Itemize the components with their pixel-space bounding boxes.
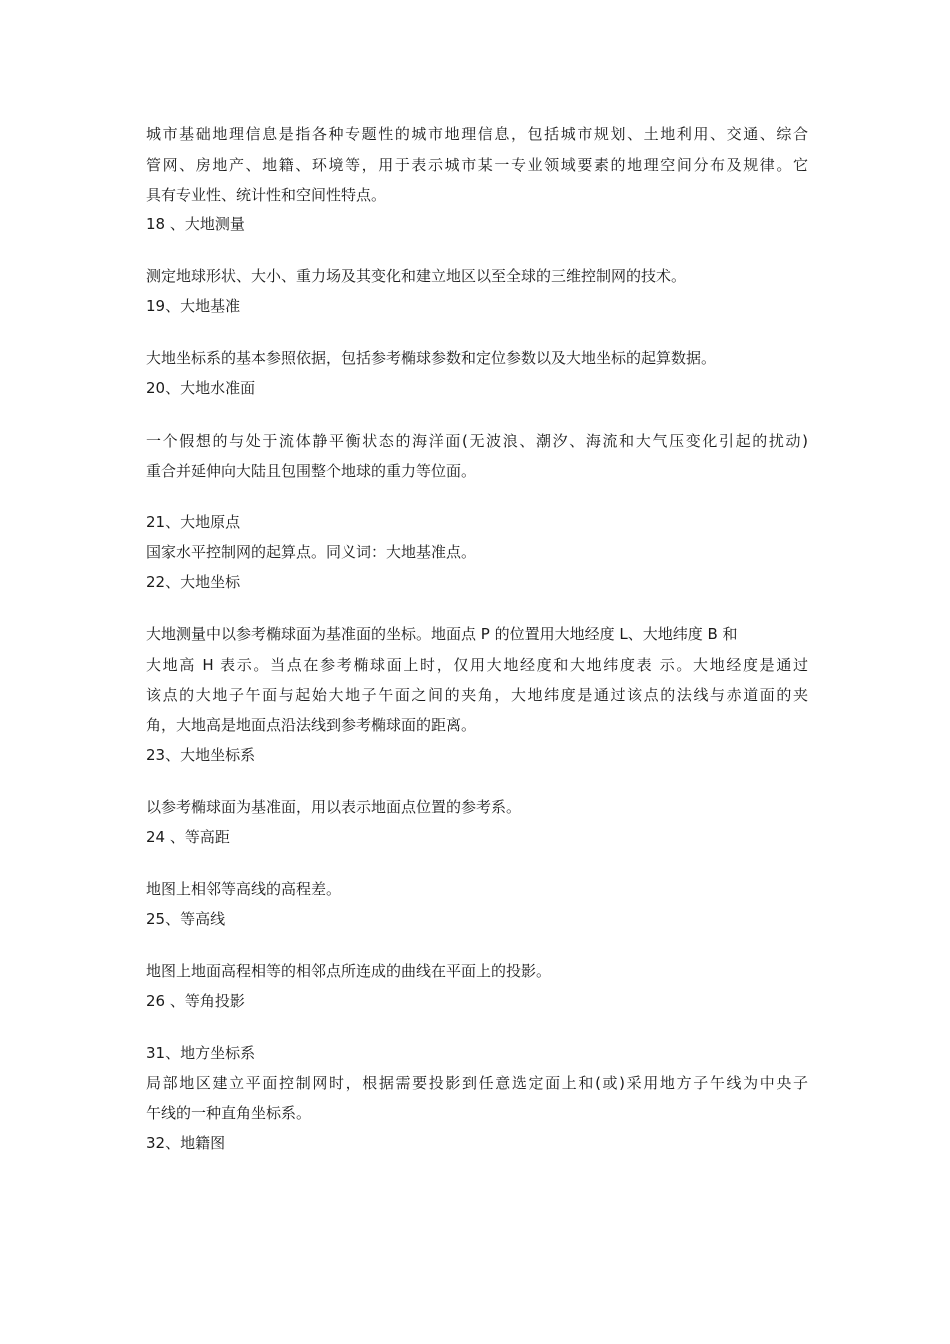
paragraph-line: 该点的大地子午面与起始大地子午面之间的夹角，大地纬度是通过该点的法线与赤道面的夹 [146, 686, 808, 704]
term-heading: 32、地籍图 [146, 1134, 226, 1152]
paragraph-line: 午线的一种直角坐标系。 [146, 1104, 312, 1122]
paragraph-line: 大地坐标系的基本参照依据，包括参考椭球参数和定位参数以及大地坐标的起算数据。 [146, 349, 717, 367]
paragraph-line: 国家水平控制网的起算点。同义词：大地基准点。 [146, 543, 477, 561]
term-heading: 21、大地原点 [146, 513, 241, 531]
term-heading: 19、大地基准 [146, 297, 241, 315]
paragraph-line: 大地测量中以参考椭球面为基准面的坐标。地面点 P 的位置用大地经度 L、大地纬度 B 和 [146, 625, 738, 643]
paragraph-line: 以参考椭球面为基准面，用以表示地面点位置的参考系。 [146, 798, 522, 816]
term-heading: 22、大地坐标 [146, 573, 241, 591]
paragraph-line: 局部地区建立平面控制网时，根据需要投影到任意选定面上和(或)采用地方子午线为中央子 [146, 1074, 808, 1092]
term-heading: 18 、大地测量 [146, 215, 245, 233]
paragraph-line: 大地高 H 表示。当点在参考椭球面上时，仅用大地经度和大地纬度表 示。大地经度是通过 [146, 656, 808, 674]
paragraph-line: 一个假想的与处于流体静平衡状态的海洋面(无波浪、潮汐、海流和大气压变化引起的扰动) [146, 432, 808, 450]
term-heading: 25、等高线 [146, 910, 226, 928]
paragraph-line: 角，大地高是地面点沿法线到参考椭球面的距离。 [146, 716, 477, 734]
paragraph-line: 管网、房地产、地籍、环境等，用于表示城市某一专业领域要素的地理空间分布及规律。它 [146, 156, 808, 174]
paragraph-line: 城市基础地理信息是指各种专题性的城市地理信息，包括城市规划、土地利用、交通、综合 [146, 125, 808, 143]
term-heading: 24 、等高距 [146, 828, 230, 846]
paragraph-line: 地图上相邻等高线的高程差。 [146, 880, 342, 898]
term-heading: 31、地方坐标系 [146, 1044, 256, 1062]
term-heading: 20、大地水准面 [146, 379, 256, 397]
paragraph-line: 地图上地面高程相等的相邻点所连成的曲线在平面上的投影。 [146, 962, 552, 980]
term-heading: 23、大地坐标系 [146, 746, 256, 764]
paragraph-line: 具有专业性、统计性和空间性特点。 [146, 186, 387, 204]
term-heading: 26 、等角投影 [146, 992, 245, 1010]
paragraph-line: 重合并延伸向大陆且包围整个地球的重力等位面。 [146, 462, 477, 480]
paragraph-line: 测定地球形状、大小、重力场及其变化和建立地区以至全球的三维控制网的技术。 [146, 267, 687, 285]
